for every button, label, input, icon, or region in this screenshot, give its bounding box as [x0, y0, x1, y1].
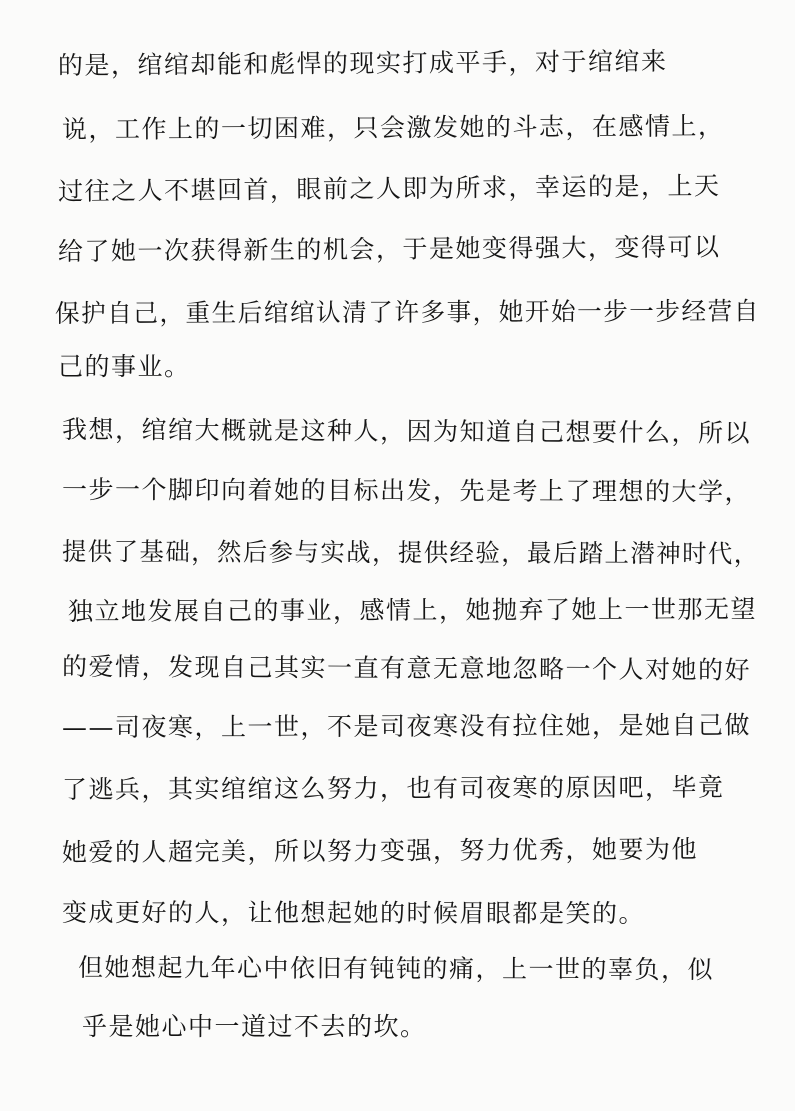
text-line: 乎是她心中一道过不去的坎。 — [82, 1012, 427, 1041]
text-line: 她爱的人超完美，所以努力变强，努力优秀，她要为他 — [61, 834, 699, 867]
text-line: 保护自己，重生后绾绾认清了许多事，她开始一步一步经营自 — [54, 296, 760, 328]
text-line: 一步一个脚印向着她的目标出发，先是考上了理想的大学， — [61, 475, 752, 507]
text-line: 我想，绾绾大概就是这种人，因为知道自己想要什么，所以 — [61, 415, 752, 448]
text-line: 但她想起九年心中依旧有钝钝的痛，上一世的辜负，似 — [77, 953, 715, 985]
text-line: 过往之人不堪回首，眼前之人即为所求，幸运的是，上天 — [57, 171, 721, 206]
text-line: 独立地发展自己的事业，感情上，她抛弃了她上一世那无望 — [67, 594, 758, 626]
text-line: 己的事业。 — [58, 352, 191, 381]
text-line: 给了她一次获得新生的机会，于是她变得强大，变得可以 — [57, 232, 721, 266]
text-line: ——司夜寒，上一世，不是司夜寒没有拉住她，是她自己做 — [61, 710, 752, 742]
text-line: 提供了基础，然后参与实战，提供经验，最后踏上潜神时代， — [61, 537, 760, 569]
text-line: 的爱情，发现自己其实一直有意无意地忽略一个人对她的好 — [61, 652, 752, 685]
text-line: 变成更好的人，让他想起她的时候眉眼都是笑的。 — [61, 898, 646, 929]
text-line: 的是，绾绾却能和彪悍的现实打成平手，对于绾绾来 — [57, 46, 668, 80]
text-line: 了逃兵，其实绾绾这么努力，也有司夜寒的原因吧，毕竟 — [61, 772, 725, 804]
text-line: 说，工作上的一切困难，只会激发她的斗志，在感情上， — [61, 111, 725, 144]
